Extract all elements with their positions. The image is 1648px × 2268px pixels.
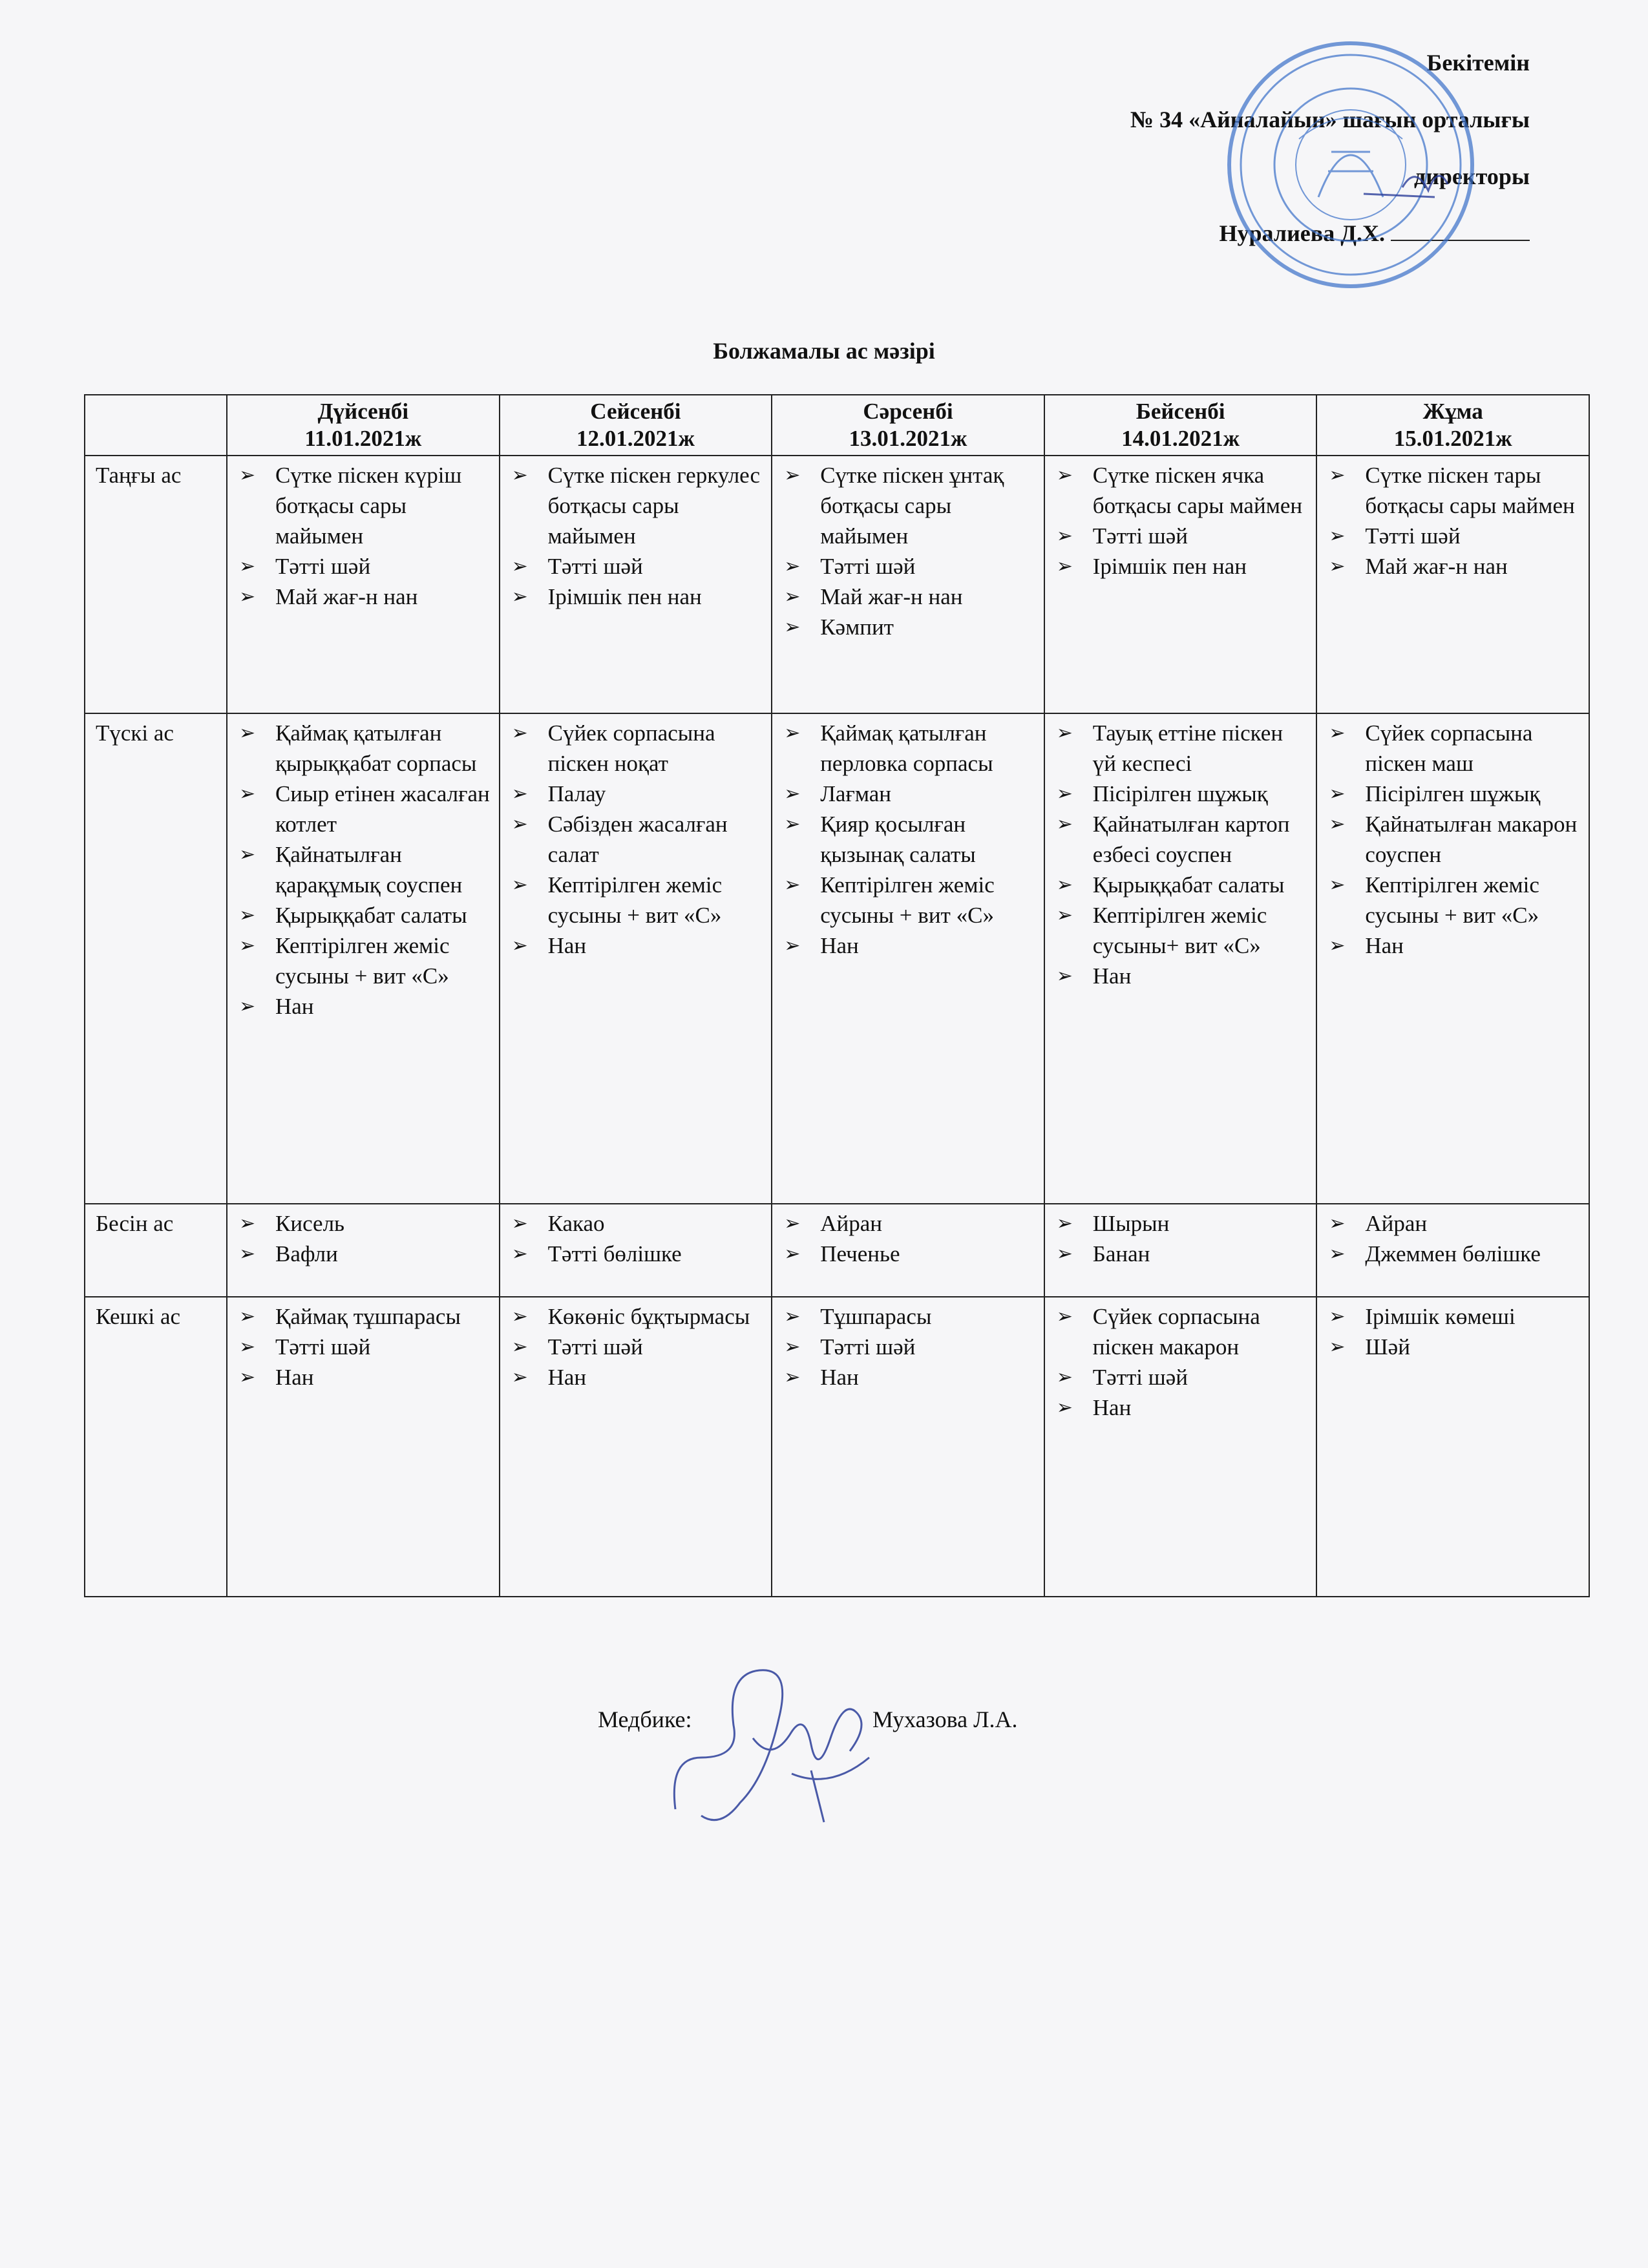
menu-item: ➢ Шәй [1326,1332,1583,1362]
menu-item: ➢ Тәтті шәй [509,551,766,582]
menu-item-list [1326,1301,1583,1362]
table-header-row [85,395,1589,456]
menu-item: ➢ Тәтті шәй [1054,1362,1311,1392]
day-date: 13.01.2021ж [849,426,967,451]
day-name: Сейсенбі [590,399,681,424]
menu-cell [1044,456,1317,713]
menu-item: ➢ Тәтті шәй [1054,521,1311,551]
menu-item: ➢ Кисель [237,1208,494,1239]
meal-label: Кешкі ас [85,1297,227,1597]
menu-item-list [1054,1208,1311,1269]
menu-item-list [509,1301,766,1392]
menu-item: ➢ Қаймақ қатылған перловка сорпасы [781,718,1039,779]
menu-item-list [237,1208,494,1269]
menu-item-list [237,460,494,612]
menu-item: ➢ Қаймақ қатылған қырыққабат сорпасы [237,718,494,779]
menu-item: ➢ Банан [1054,1239,1311,1269]
menu-item-list [1054,1301,1311,1423]
menu-item: ➢ Ірімшік пен нан [509,582,766,612]
menu-item: ➢ Көкөніс бұқтырмасы [509,1301,766,1332]
nurse-name: Мухазова Л.А. [872,1706,1018,1732]
menu-item: ➢ Кептірілген жеміс сусыны+ вит «С» [1054,900,1311,961]
menu-item: ➢ Палау [509,779,766,809]
menu-cell [1316,456,1589,713]
menu-item: ➢ Нан [237,1362,494,1392]
menu-item: ➢ Тәтті шәй [1326,521,1583,551]
menu-item-list [237,1301,494,1392]
menu-item: ➢ Ірімшік көмеші [1326,1301,1583,1332]
menu-item: ➢ Кептірілген жеміс сусыны + вит «С» [781,870,1039,930]
menu-cell [500,456,772,713]
menu-item: ➢ Қайнатылған картоп езбесі соуспен [1054,809,1311,870]
menu-item: ➢ Джеммен бөлішке [1326,1239,1583,1269]
day-name: Бейсенбі [1136,399,1225,424]
menu-item: ➢ Пісірілген шұжық [1326,779,1583,809]
day-date: 12.01.2021ж [576,426,695,451]
menu-item: ➢ Сиыр етінен жасалған котлет [237,779,494,839]
nurse-label: Медбике: [598,1706,692,1732]
menu-cell [227,1297,500,1597]
menu-item: ➢ Пісірілген шұжық [1054,779,1311,809]
menu-cell [772,1297,1044,1597]
menu-item-list [509,718,766,961]
menu-item: ➢ Май жағ-н нан [1326,551,1583,582]
header-day-wednesday [772,395,1044,456]
meal-row [85,1204,1589,1297]
menu-item: ➢ Тәтті шәй [237,1332,494,1362]
menu-cell [227,1204,500,1297]
meal-label: Бесін ас [85,1204,227,1297]
menu-item: ➢ Кептірілген жеміс сусыны + вит «С» [509,870,766,930]
menu-cell [772,1204,1044,1297]
menu-table [84,394,1590,1597]
menu-item-list [781,1301,1039,1392]
menu-cell [500,1204,772,1297]
menu-item-list [1326,1208,1583,1269]
menu-item-list [1054,718,1311,991]
menu-item: ➢ Тәтті шәй [509,1332,766,1362]
header-day-thursday [1044,395,1317,456]
menu-item: ➢ Шырын [1054,1208,1311,1239]
menu-cell [1044,713,1317,1204]
meal-row [85,713,1589,1204]
menu-item: ➢ Тауық еттіне піскен үй кеспесі [1054,718,1311,779]
menu-item-list [1326,718,1583,961]
header-day-tuesday [500,395,772,456]
menu-cell [1044,1297,1317,1597]
menu-item: ➢ Вафли [237,1239,494,1269]
menu-item-list [781,718,1039,961]
menu-item: ➢ Айран [1326,1208,1583,1239]
menu-item: ➢ Кәмпит [781,612,1039,642]
menu-item: ➢ Какао [509,1208,766,1239]
menu-item: ➢ Айран [781,1208,1039,1239]
menu-cell [772,713,1044,1204]
menu-item: ➢ Сүтке піскен тары ботқасы сары маймен [1326,460,1583,521]
header-day-friday [1316,395,1589,456]
menu-item: ➢ Сүйек сорпасына піскен ноқат [509,718,766,779]
menu-cell [500,713,772,1204]
menu-item-list [781,460,1039,642]
menu-item: ➢ Май жағ-н нан [781,582,1039,612]
menu-item: ➢ Сүтке піскен күріш ботқасы сары майымен [237,460,494,551]
day-name: Жұма [1422,399,1483,424]
meal-row [85,456,1589,713]
menu-cell [1316,1297,1589,1597]
day-date: 14.01.2021ж [1121,426,1240,451]
menu-item: ➢ Кептірілген жеміс сусыны + вит «С» [237,930,494,991]
approval-organization: № 34 «Айналайын» шағын орталығы [1130,107,1530,132]
approval-position: директоры [1413,163,1530,189]
menu-item: ➢ Қайнатылған қарақұмық соуспен [237,839,494,900]
menu-item: ➢ Тәтті шәй [781,551,1039,582]
menu-item: ➢ Сүйек сорпасына піскен маш [1326,718,1583,779]
menu-item: ➢ Нан [1054,961,1311,991]
menu-item: ➢ Нан [1054,1392,1311,1423]
menu-item: ➢ Қияр қосылған қызынақ салаты [781,809,1039,870]
menu-cell [227,456,500,713]
menu-item: ➢ Тәтті бөлішке [509,1239,766,1269]
menu-item-list [781,1208,1039,1269]
menu-item: ➢ Тұшпарасы [781,1301,1039,1332]
menu-item: ➢ Сүйек сорпасына піскен макарон [1054,1301,1311,1362]
day-date: 11.01.2021ж [304,426,422,451]
nurse-block [598,1706,1018,1733]
day-date: 15.01.2021ж [1393,426,1512,451]
menu-item: ➢ Қырыққабат салаты [1054,870,1311,900]
menu-cell [500,1297,772,1597]
menu-cell [227,713,500,1204]
menu-item: ➢ Печенье [781,1239,1039,1269]
menu-item: ➢ Тәтті шәй [237,551,494,582]
official-stamp-icon [1221,36,1480,294]
menu-item: ➢ Май жағ-н нан [237,582,494,612]
meal-label: Түскі ас [85,713,227,1204]
menu-item: ➢ Нан [781,1362,1039,1392]
menu-item: ➢ Қайнатылған макарон соуспен [1326,809,1583,870]
day-name: Сәрсенбі [863,399,953,424]
menu-item: ➢ Кептірілген жеміс сусыны + вит «С» [1326,870,1583,930]
menu-item: ➢ Лағман [781,779,1039,809]
menu-item: ➢ Сүтке піскен ұнтақ ботқасы сары майымен [781,460,1039,551]
day-name: Дүйсенбі [317,399,409,424]
menu-item: ➢ Қырыққабат салаты [237,900,494,930]
approval-heading: Бекітемін [1426,50,1530,76]
menu-item: ➢ Қаймақ тұшпарасы [237,1301,494,1332]
header-day-monday [227,395,500,456]
menu-item-list [509,1208,766,1269]
menu-item: ➢ Нан [509,930,766,961]
menu-item-list [1326,460,1583,582]
nurse-signature-icon [662,1661,882,1842]
menu-cell [1044,1204,1317,1297]
menu-item: ➢ Сүтке піскен ячка ботқасы сары маймен [1054,460,1311,521]
menu-item-list [509,460,766,612]
menu-item: ➢ Сәбізден жасалған салат [509,809,766,870]
menu-item: ➢ Нан [781,930,1039,961]
menu-item: ➢ Нан [1326,930,1583,961]
menu-item: ➢ Тәтті шәй [781,1332,1039,1362]
menu-item: ➢ Ірімшік пен нан [1054,551,1311,582]
menu-item: ➢ Нан [509,1362,766,1392]
menu-cell [1316,713,1589,1204]
director-name: Нуралиева Д.Х. [1219,220,1385,246]
menu-item-list [237,718,494,1022]
menu-cell [1316,1204,1589,1297]
menu-item-list [1054,460,1311,582]
meal-row [85,1297,1589,1597]
menu-item: ➢ Нан [237,991,494,1022]
menu-item: ➢ Сүтке піскен геркулес ботқасы сары майымен [509,460,766,551]
meal-label: Таңғы ас [85,456,227,713]
header-empty-cell [85,395,227,456]
menu-cell [772,456,1044,713]
page-title: Болжамалы ас мәзірі [713,338,935,364]
